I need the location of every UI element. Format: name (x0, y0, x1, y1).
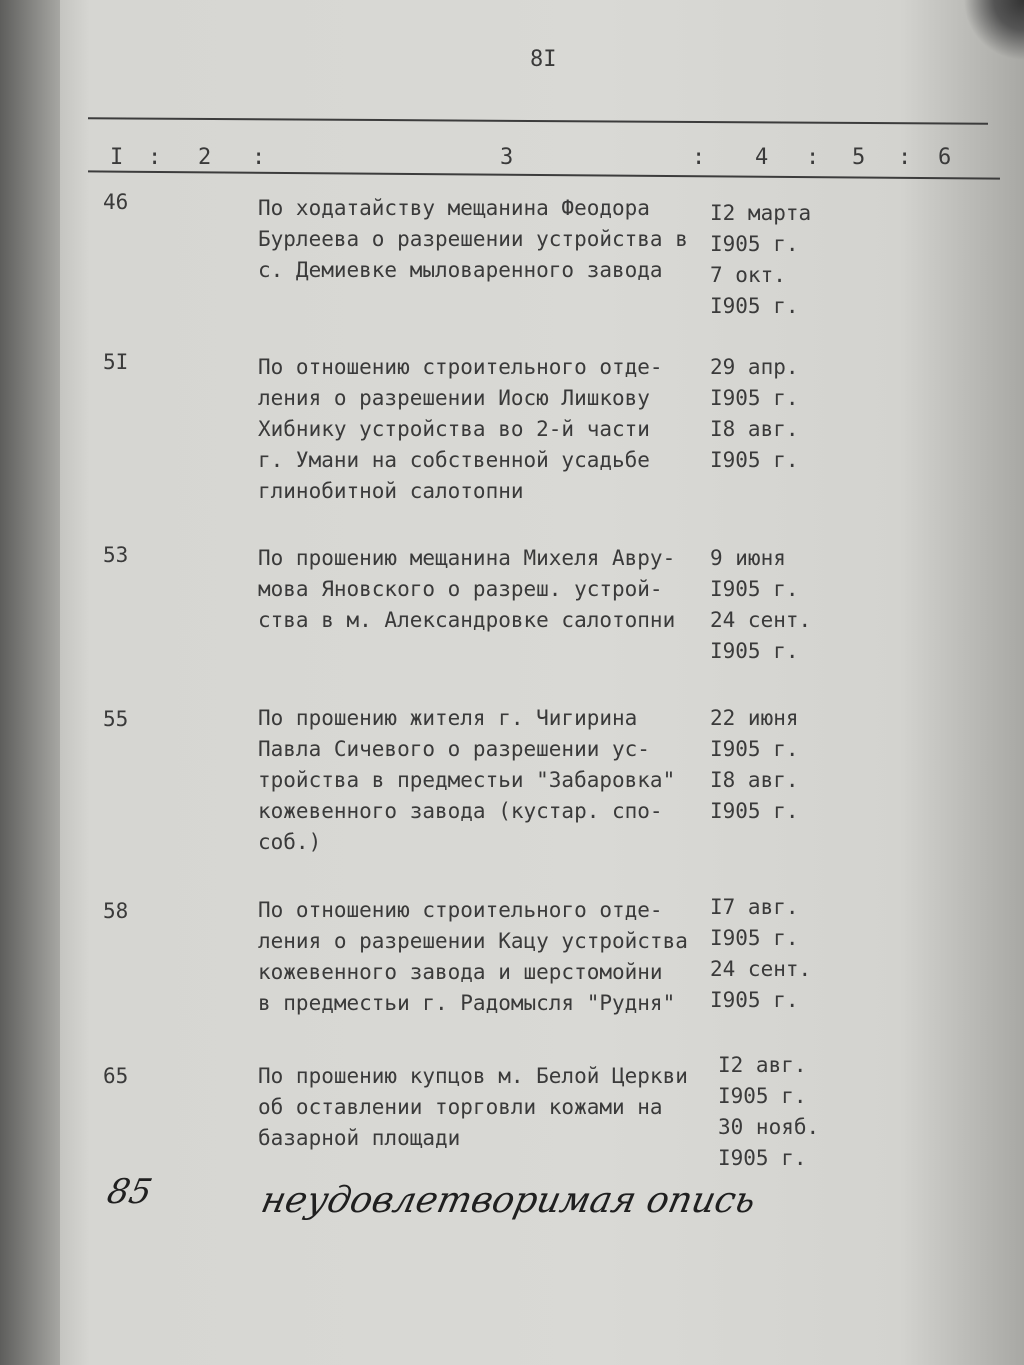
entry-dates: I2 авг. I905 г. 30 нояб. I905 г. (718, 1053, 820, 1170)
header-sep: : (252, 145, 266, 170)
entry-number: 5I (103, 350, 129, 374)
header-col-1: I (110, 145, 124, 170)
header-sep: : (148, 145, 162, 170)
header-col-3: 3 (500, 145, 514, 170)
header-sep: : (806, 145, 820, 170)
header-sep: : (898, 145, 912, 170)
page-corner-shadow (964, 0, 1024, 60)
handwritten-note: неудовлетворимая опись (257, 1180, 760, 1221)
entry-number: 55 (103, 707, 129, 731)
binding-spine (0, 0, 60, 1365)
header-col-4: 4 (755, 145, 769, 170)
entry-title: По прошению жителя г. Чигирина Павла Сичевого о разрешении ус- тройства в предместьи "Забаровка" кожевенного завода (кустар. спо- соб.) (258, 706, 676, 854)
entry-dates: 22 июня I905 г. I8 авг. I905 г. (710, 706, 799, 823)
entry-number: 58 (103, 899, 129, 923)
entry-dates: 9 июня I905 г. 24 сент. I905 г. (710, 546, 812, 663)
entry-title: По ходатайству мещанина Феодора Бурлеева о разрешении устройства в с. Демиевке мыловаренного завода (258, 196, 688, 282)
header-sep: : (692, 145, 706, 170)
handwritten-count: 85 (103, 1172, 156, 1212)
header-col-5: 5 (852, 145, 866, 170)
entry-title: По прошению мещанина Михеля Авру- мова Яновского о разреш. устрой- ства в м. Александровке салотопни (258, 546, 676, 632)
entry-number: 65 (103, 1064, 129, 1088)
entry-number: 46 (103, 190, 129, 214)
entry-dates: I2 марта I905 г. 7 окт. I905 г. (710, 201, 812, 318)
header-col-6: 6 (938, 145, 952, 170)
header-col-2: 2 (198, 145, 212, 170)
entry-dates: 29 апр. I905 г. I8 авг. I905 г. (710, 355, 799, 472)
entry-title: По отношению строительного отде- ления о разрешении Иосю Лишкову Хибнику устройства во 2-й части г. Умани на собственной усадьбе глинобитной салотопни (258, 355, 663, 503)
header-rule-top (88, 117, 988, 124)
entry-title: По прошению купцов м. Белой Церкви об оставлении торговли кожами на базарной площади (258, 1064, 688, 1150)
entry-title: По отношению строительного отде- ления о разрешении Кацу устройства кожевенного завода и шерстомойни в предместьи г. Радомысля "Рудня" (258, 898, 688, 1015)
page-number: 8I (530, 47, 557, 72)
entry-dates: I7 авг. I905 г. 24 сент. I905 г. (710, 895, 812, 1012)
entry-number: 53 (103, 543, 129, 567)
